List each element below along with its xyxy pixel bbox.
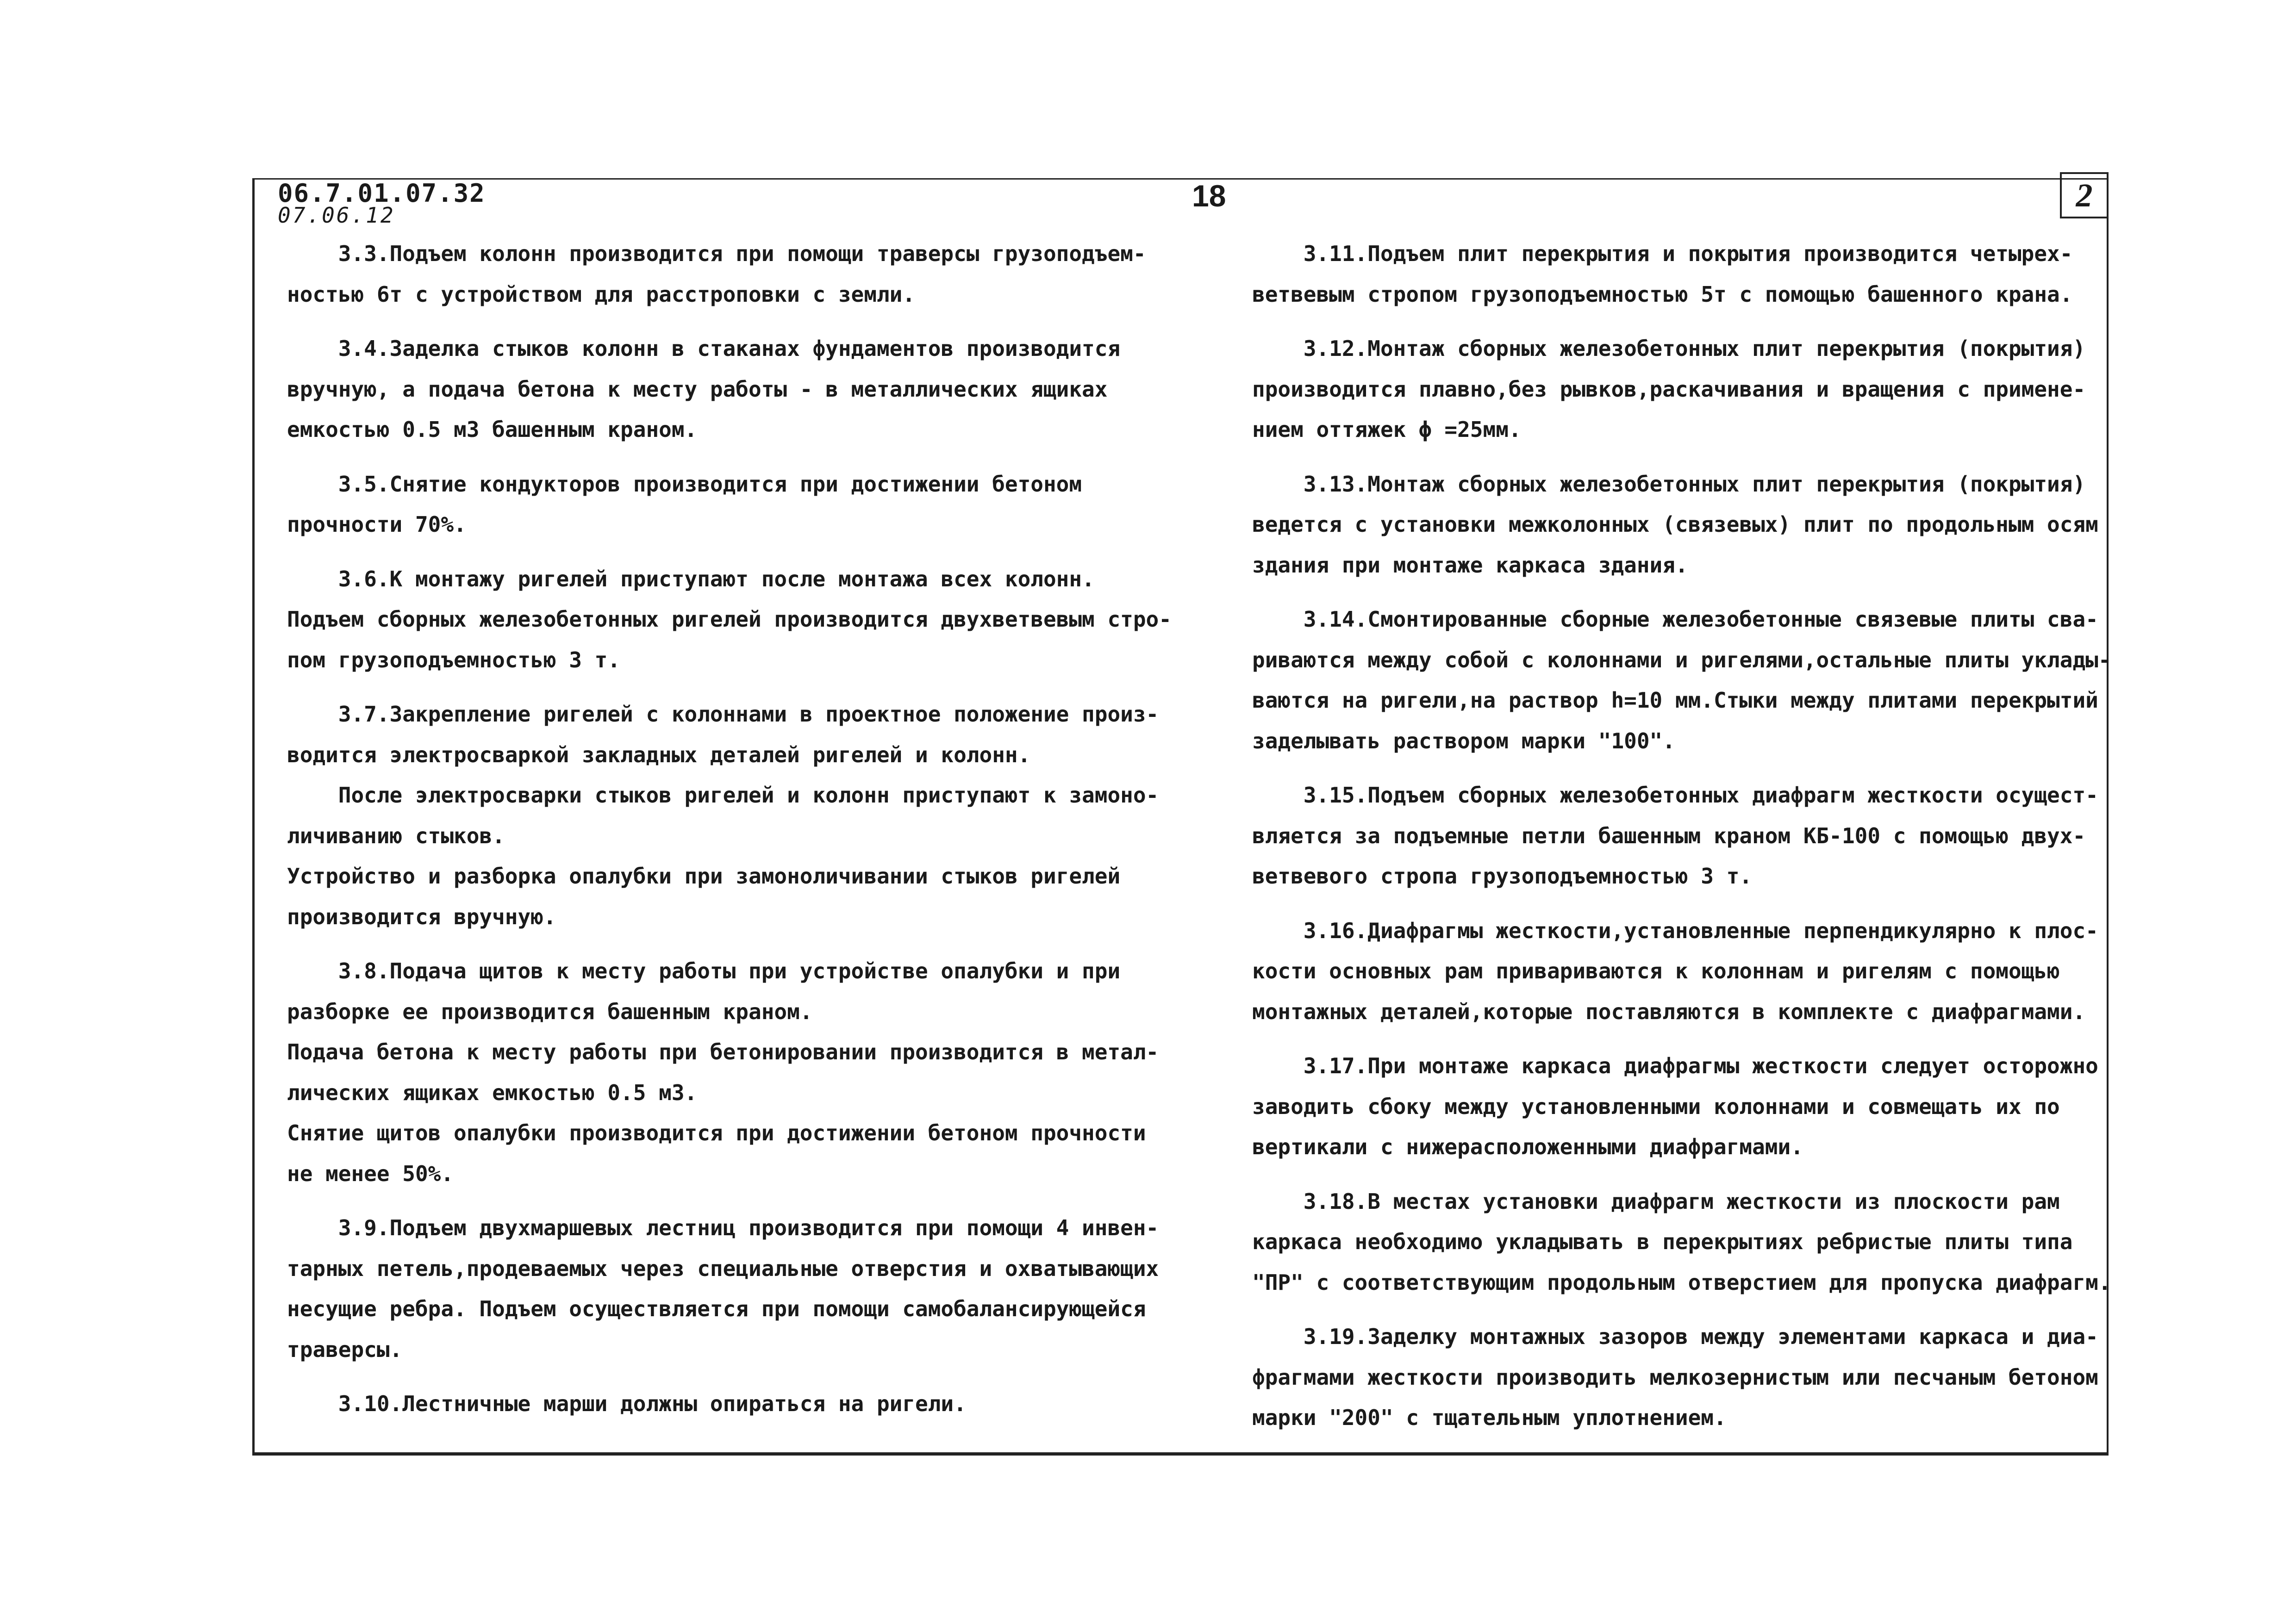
text-line: пом грузоподъемностью 3 т. <box>287 647 621 672</box>
text-line: 3.7.Закрепление ригелей с колоннами в проектное положение произ- <box>287 702 1159 727</box>
text-line: личиванию стыков. <box>287 823 505 848</box>
text-line: каркаса необходимо укладывать в перекрытиях ребристые плиты типа <box>1252 1229 2073 1254</box>
text-line: Подъем сборных железобетонных ригелей производится двухветвевым стро- <box>287 607 1172 632</box>
text-line: После электросварки стыков ригелей и колонн приступают к замоно- <box>287 783 1159 808</box>
paragraph-gap <box>287 1194 1167 1208</box>
paragraph <box>1252 1317 2132 1438</box>
text-line: ветвевым стропом грузоподъемностью 5т с помощью башенного крана. <box>1252 281 2073 307</box>
paragraph <box>1252 234 2132 315</box>
paragraph <box>1252 775 2132 897</box>
paragraph <box>287 559 1172 681</box>
text-line: тарных петель,продеваемых через специальные отверстия и охватывающих <box>287 1256 1159 1281</box>
text-line: нием оттяжек ϕ =25мм. <box>1252 417 1522 442</box>
text-line: здания при монтаже каркаса здания. <box>1252 552 1688 578</box>
document-code: 06.7.01.07.32 <box>278 179 486 208</box>
text-line: ветвевого стропа грузоподъемностью 3 т. <box>1252 864 1753 889</box>
text-line: 3.16.Диафрагмы жесткости,установленные перпендикулярно к плос- <box>1252 918 2098 943</box>
text-line: лических ящиках емкостью 0.5 м3. <box>287 1080 698 1105</box>
text-line: 3.15.Подъем сборных железобетонных диафрагм жесткости осущест- <box>1252 783 2098 808</box>
paragraph-gap <box>1252 1168 2132 1182</box>
text-line: 3.18.В местах установки диафрагм жесткости из плоскости рам <box>1252 1188 2060 1214</box>
paragraph <box>1252 329 2132 450</box>
text-line: 3.11.Подъем плит перекрытия и покрытия производится четырех- <box>1252 241 2073 266</box>
text-line: производится плавно,без рывков,раскачивания и вращения с примене- <box>1252 376 2086 402</box>
paragraph <box>1252 599 2132 761</box>
text-line: монтажных деталей,которые поставляются в комплекте с диафрагмами. <box>1252 999 2086 1024</box>
sheet-number: 2 <box>2076 177 2093 214</box>
paragraph <box>287 234 1167 315</box>
text-line: 3.5.Снятие кондукторов производится при достижении бетоном <box>287 471 1082 497</box>
text-line: 3.6.К монтажу ригелей приступают после монтажа всех колонн. <box>287 566 1095 591</box>
text-line: фрагмами жесткости производить мелкозернистым или песчаным бетоном <box>1252 1364 2098 1390</box>
text-line: 3.19.Заделку монтажных зазоров между элементами каркаса и диа- <box>1252 1324 2098 1349</box>
paragraph <box>1252 911 2132 1033</box>
text-line: 3.8.Подача щитов к месту работы при устройстве опалубки и при <box>287 958 1121 983</box>
text-line: вертикали с нижерасположенными диафрагмами. <box>1252 1134 1803 1159</box>
text-line: 3.9.Подъем двухмаршевых лестниц производится при помощи 4 инвен- <box>287 1215 1159 1240</box>
text-line: Подача бетона к месту работы при бетонировании производится в метал- <box>287 1039 1159 1064</box>
text-line: заводить сбоку между установленными колоннами и совмещать их по <box>1252 1094 2060 1119</box>
text-line: ведется с установки межколонных (связевых) плит по продольным осям <box>1252 512 2098 537</box>
text-line: кости основных рам привариваются к колоннам и ригелям с помощью <box>1252 958 2060 983</box>
paragraph-gap <box>1252 761 2132 775</box>
text-line: 3.14.Смонтированные сборные железобетонные связевые плиты сва- <box>1252 607 2098 632</box>
text-line: водится электросваркой закладных деталей ригелей и колонн. <box>287 742 1031 767</box>
text-line: разборке ее производится башенным краном. <box>287 999 813 1024</box>
text-line: не менее 50%. <box>287 1161 454 1186</box>
text-line: емкостью 0.5 м3 башенным краном. <box>287 417 698 442</box>
paragraph <box>287 951 1167 1194</box>
paragraph <box>287 694 1167 937</box>
text-line: "ПР" с соответствующим продольным отверстием для пропуска диафрагм. <box>1252 1269 2111 1295</box>
paragraph <box>1252 1182 2132 1303</box>
text-line: риваются между собой с колоннами и ригелями,остальные плиты уклады- <box>1252 647 2111 672</box>
text-line: заделывать раствором марки "100". <box>1252 728 1675 753</box>
paragraph-gap <box>287 937 1167 951</box>
text-line: Снятие щитов опалубки производится при достижении бетоном прочности <box>287 1120 1146 1145</box>
text-line: 3.13.Монтаж сборных железобетонных плит перекрытия (покрытия) <box>1252 471 2086 497</box>
text-line: ностью 6т с устройством для расстроповки с земли. <box>287 281 916 307</box>
text-line: производится вручную. <box>287 904 556 929</box>
sheet-number-box <box>2060 172 2109 218</box>
text-line: марки "200" с тщательным уплотнением. <box>1252 1405 1727 1430</box>
page-number: 18 <box>1192 179 1226 213</box>
paragraph-gap <box>287 450 1167 464</box>
paragraph-gap <box>1252 1032 2132 1046</box>
text-line: ваются на ригели,на раствор h=10 мм.Стыки между плитами перекрытий <box>1252 688 2098 713</box>
text-line: 3.12.Монтаж сборных железобетонных плит перекрытия (покрытия) <box>1252 336 2086 361</box>
text-line: 3.3.Подъем колонн производится при помощи траверсы грузоподъем- <box>287 241 1146 266</box>
text-line: вляется за подъемные петли башенным краном КБ-100 с помощью двух- <box>1252 823 2086 848</box>
document-date: 07.06.12 <box>278 203 395 228</box>
paragraph <box>1252 464 2132 586</box>
paragraph-gap <box>287 315 1167 329</box>
paragraph-gap <box>1252 1303 2132 1317</box>
paragraph-gap <box>287 680 1167 694</box>
text-line: 3.10.Лестничные марши должны опираться на ригели. <box>287 1391 967 1416</box>
text-line: прочности 70%. <box>287 512 467 537</box>
paragraph <box>287 329 1167 450</box>
paragraph-gap <box>1252 585 2132 599</box>
paragraph-gap <box>287 1370 1167 1384</box>
left-text-column <box>287 234 1172 1425</box>
paragraph-gap <box>1252 450 2132 464</box>
text-line: несущие ребра. Подъем осуществляется при помощи самобалансирующейся <box>287 1296 1146 1321</box>
text-line: 3.17.При монтаже каркаса диафрагмы жесткости следует осторожно <box>1252 1053 2098 1078</box>
paragraph <box>287 1208 1167 1370</box>
text-line: 3.4.Заделка стыков колонн в стаканах фундаментов производится <box>287 336 1121 361</box>
paragraph <box>287 1384 1167 1425</box>
paragraph <box>1252 1046 2132 1168</box>
text-line: вручную, а подача бетона к месту работы - в металлических ящиках <box>287 376 1108 402</box>
text-line: траверсы. <box>287 1337 403 1362</box>
right-text-column <box>1252 234 2132 1438</box>
paragraph-gap <box>287 545 1167 559</box>
paragraph-gap <box>1252 315 2132 329</box>
text-line: Устройство и разборка опалубки при замоноличивании стыков ригелей <box>287 864 1121 889</box>
paragraph <box>287 464 1167 545</box>
paragraph-gap <box>1252 897 2132 911</box>
